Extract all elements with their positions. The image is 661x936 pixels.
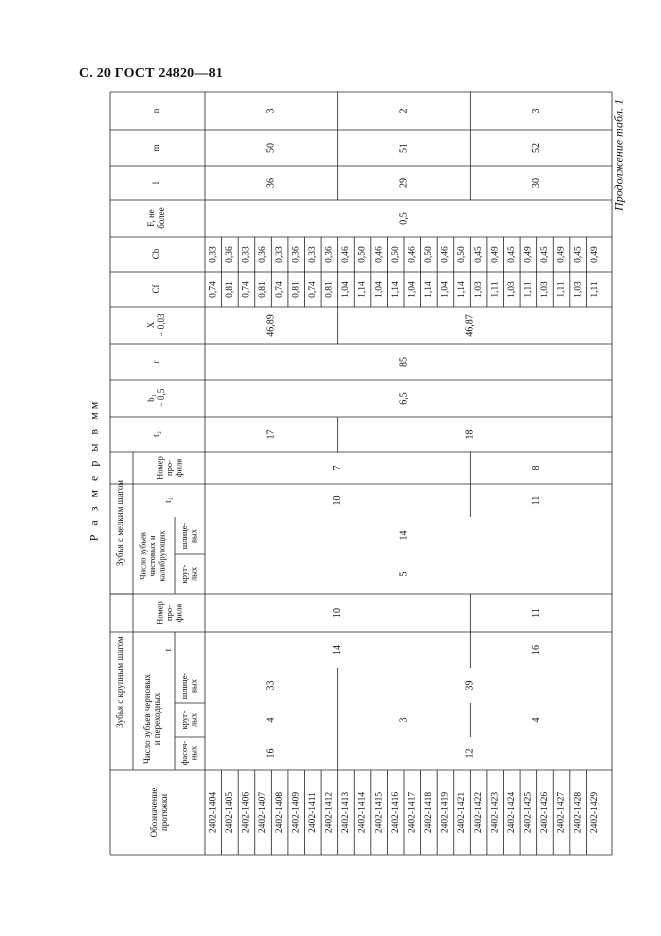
- t-value: 14: [331, 645, 343, 655]
- row-designation: 2402-1405: [225, 791, 236, 834]
- row-designation: 2402-1418: [424, 791, 435, 834]
- n-value: 2: [398, 108, 410, 114]
- fine-group-header: Зубья с мелким шагом: [115, 480, 126, 566]
- row-designation: 2402-1417: [407, 791, 418, 834]
- cf-value: 1,04: [440, 281, 451, 298]
- row-designation: 2402-1406: [241, 791, 252, 834]
- t2-value: 18: [464, 429, 476, 440]
- row-designation: 2402-1422: [473, 791, 484, 834]
- f-header: F, не: [146, 209, 157, 227]
- cb-value: 0,49: [523, 246, 534, 263]
- page-header: С. 20 ГОСТ 24820—81: [79, 66, 223, 81]
- cf-value: 1,14: [424, 281, 435, 298]
- cb-header: Cb: [151, 248, 162, 260]
- cf-value: 0,74: [241, 281, 252, 298]
- b1-header: − 0,5: [156, 388, 167, 408]
- cf-value: 1,03: [573, 281, 584, 298]
- cb-value: 0,33: [274, 246, 285, 263]
- cf-value: 1,14: [390, 281, 401, 298]
- f-value: 0,5: [398, 212, 410, 225]
- row-designation: 2402-1414: [357, 791, 368, 834]
- coarse-count-header: Число зубьев черновых: [142, 674, 153, 764]
- cb-value: 0,45: [506, 246, 517, 263]
- cf-value: 1,03: [473, 281, 484, 298]
- l-header: l: [151, 181, 162, 185]
- row-designation: 2402-1428: [573, 791, 584, 834]
- designation-header: протяжки: [159, 793, 170, 832]
- cb-value: 0,50: [457, 246, 468, 263]
- row-designation: 2402-1429: [589, 791, 600, 834]
- cb-value: 0,36: [225, 246, 236, 263]
- cf-value: 0,81: [324, 281, 335, 298]
- row-designation: 2402-1427: [556, 791, 567, 834]
- cf-value: 0,74: [274, 281, 285, 298]
- continuation-text: Продолжение табл. 1: [611, 99, 626, 211]
- row-designation: 2402-1416: [390, 791, 401, 834]
- row-designation: 2402-1407: [258, 791, 269, 834]
- f-header: более: [156, 207, 167, 229]
- nomer-fine-header: про-: [163, 460, 174, 476]
- t2-value: 17: [265, 429, 277, 440]
- x-value: 46,87: [464, 314, 476, 337]
- row-designation: 2402-1421: [457, 791, 468, 834]
- row-designation: 2402-1412: [324, 791, 335, 834]
- cb-value: 0,50: [390, 246, 401, 263]
- t1-value: 10: [331, 495, 343, 506]
- t2-header: t₂: [151, 431, 162, 437]
- fasoch-value: 12: [464, 748, 476, 759]
- m-value: 50: [265, 143, 277, 153]
- krug-header: лых: [188, 712, 199, 728]
- t1-header: t₁: [163, 497, 174, 503]
- cb-value: 0,46: [440, 246, 451, 263]
- krug-value: 4: [265, 717, 277, 723]
- shlits_fine-value: 14: [398, 530, 410, 541]
- cf-value: 1,04: [341, 281, 352, 298]
- row-designation: 2402-1419: [440, 791, 451, 834]
- n-header: n: [151, 108, 162, 114]
- t1-value: 11: [530, 495, 542, 506]
- cb-value: 0,50: [357, 246, 368, 263]
- cf-value: 1,14: [357, 281, 368, 298]
- row-designation: 2402-1426: [540, 791, 551, 834]
- cf-value: 1,11: [523, 281, 534, 298]
- cf-header: Cf: [151, 284, 162, 294]
- coarse-group-header: Зубья с крупным шагом: [115, 636, 126, 728]
- cf-value: 0,81: [258, 281, 269, 298]
- row-designation: 2402-1415: [374, 791, 385, 834]
- nomer_fine-value: 7: [331, 465, 343, 471]
- fasoch-header: ных: [188, 745, 199, 761]
- cb-value: 0,45: [540, 246, 551, 263]
- l-value: 30: [530, 178, 542, 188]
- shlits-fine-header: вых: [188, 529, 199, 543]
- krug-fine-header: лых: [188, 566, 199, 582]
- cf-value: 1,04: [407, 281, 418, 298]
- fasoch-header: фасоч-: [179, 740, 190, 766]
- cf-value: 0,74: [307, 281, 318, 298]
- fasoch-value: 16: [265, 748, 277, 759]
- l-value: 36: [265, 178, 277, 188]
- row-designation: 2402-1408: [274, 791, 285, 834]
- row-designation: 2402-1404: [208, 791, 219, 834]
- krug-header: круг-: [179, 710, 190, 730]
- cb-value: 0,36: [258, 246, 269, 263]
- nomer_coarse-value: 11: [530, 608, 542, 618]
- shlits-value: 33: [265, 680, 277, 691]
- l-value: 29: [398, 178, 410, 188]
- nomer-coarse-header: Номер: [154, 601, 165, 625]
- fine-count-header: чистовых и: [146, 535, 157, 577]
- cf-value: 1,14: [457, 281, 468, 298]
- shlits-header: шлице-: [179, 672, 190, 700]
- cf-value: 1,11: [589, 281, 600, 298]
- r-header: r: [151, 360, 162, 364]
- row-designation: 2402-1411: [307, 792, 318, 833]
- nomer-coarse-header: про-: [163, 605, 174, 621]
- shlits-fine-header: шлице-: [179, 522, 190, 550]
- shlits-value: 39: [464, 680, 476, 691]
- cf-value: 0,81: [291, 281, 302, 298]
- n-value: 3: [265, 108, 277, 114]
- cb-value: 0,49: [490, 246, 501, 263]
- nomer-coarse-header: филя: [173, 603, 184, 623]
- cb-value: 0,45: [573, 246, 584, 263]
- row-designation: 2402-1409: [291, 791, 302, 834]
- cb-value: 0,49: [589, 246, 600, 263]
- krug-value: 3: [398, 717, 410, 723]
- cb-value: 0,46: [407, 246, 418, 263]
- cb-value: 0,36: [291, 246, 302, 263]
- cb-value: 0,33: [307, 246, 318, 263]
- fine-count-header: Число зубьев: [137, 532, 148, 580]
- cb-value: 0,45: [473, 246, 484, 263]
- cf-value: 0,81: [225, 281, 236, 298]
- t-value: 16: [530, 645, 542, 655]
- cb-value: 0,36: [324, 246, 335, 263]
- row-designation: 2402-1413: [341, 791, 352, 834]
- coarse-count-header: и переходных: [152, 692, 163, 746]
- nomer-fine-header: Номер: [154, 456, 165, 480]
- row-designation: 2402-1423: [490, 791, 501, 834]
- b1-value: 6,5: [398, 392, 410, 405]
- nomer_coarse-value: 10: [331, 608, 343, 618]
- krug-fine-header: круг-: [179, 564, 190, 584]
- m-value: 51: [398, 143, 410, 153]
- cf-value: 1,11: [490, 281, 501, 298]
- cb-value: 0,46: [374, 246, 385, 263]
- cb-value: 0,33: [241, 246, 252, 263]
- x-header: − 0,03: [156, 313, 167, 337]
- krug_fine-value: 5: [398, 571, 410, 577]
- row-designation: 2402-1425: [523, 791, 534, 834]
- t-header: t: [163, 648, 174, 652]
- shlits-header: вых: [188, 679, 199, 693]
- cb-value: 0,33: [208, 246, 219, 263]
- r-value: 85: [398, 357, 410, 367]
- nomer_fine-value: 8: [530, 465, 542, 471]
- fine-count-header: калибрующих: [156, 530, 167, 582]
- m-header: m: [151, 144, 162, 152]
- cb-value: 0,46: [341, 246, 352, 263]
- row-designation: 2402-1424: [506, 791, 517, 834]
- cb-value: 0,50: [424, 246, 435, 263]
- cf-value: 1,04: [374, 281, 385, 298]
- x-value: 46,89: [265, 314, 277, 337]
- m-value: 52: [530, 143, 542, 153]
- b1-header: b₁: [146, 394, 157, 402]
- designation-header: Обозначение: [149, 787, 160, 838]
- krug-value: 4: [530, 717, 542, 723]
- cf-value: 1,11: [556, 281, 567, 298]
- cf-value: 1,03: [540, 281, 551, 298]
- cb-value: 0,49: [556, 246, 567, 263]
- dimensions-caption-text: Р а з м е р ы в мм: [86, 398, 101, 542]
- nomer-fine-header: филя: [173, 458, 184, 478]
- cf-value: 0,74: [208, 281, 219, 298]
- n-value: 3: [530, 108, 542, 114]
- cf-value: 1,03: [506, 281, 517, 298]
- x-header: X: [146, 321, 157, 329]
